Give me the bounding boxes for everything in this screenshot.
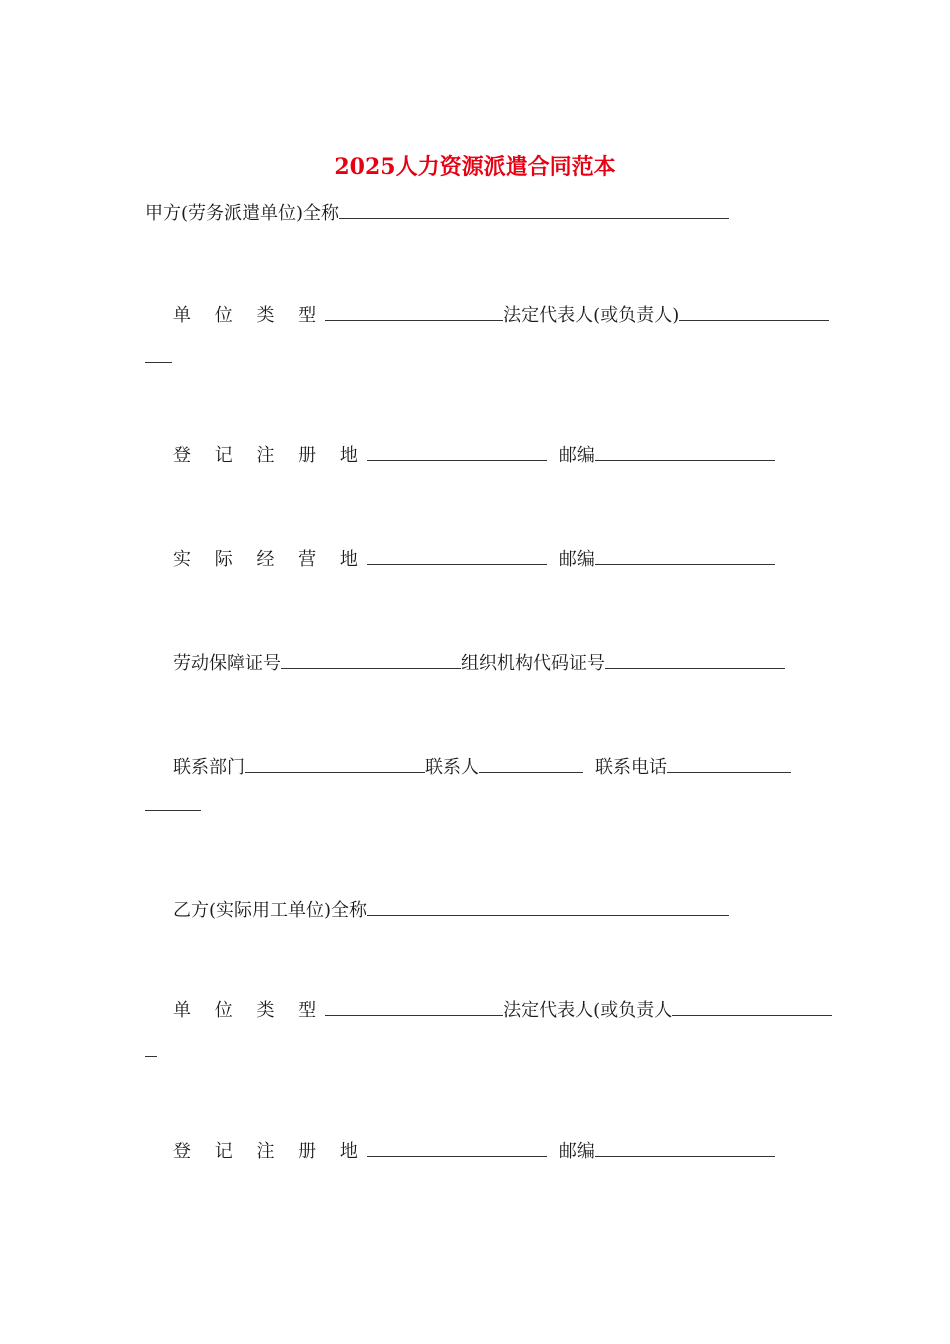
party-a-cert-row xyxy=(173,650,785,676)
party-a-org-code-field[interactable] xyxy=(605,650,785,669)
party-a-legal-rep-field[interactable] xyxy=(679,302,829,321)
party-a-phone-label: 联系电话 xyxy=(595,757,667,778)
party-b-name-field[interactable] xyxy=(367,897,729,916)
party-a-name-field[interactable] xyxy=(339,200,729,219)
party-a-postcode-field-2[interactable] xyxy=(595,546,775,565)
party-a-reg-place-row xyxy=(173,442,775,468)
party-b-unit-type-row xyxy=(173,997,832,1023)
party-a-phone-field[interactable] xyxy=(667,754,791,773)
party-a-biz-place-label: 实 际 经 营 地 xyxy=(173,549,367,570)
party-b-postcode-field[interactable] xyxy=(595,1138,775,1157)
party-b-reg-place-label: 登 记 注 册 地 xyxy=(173,1141,367,1162)
party-b-name-label: 乙方(实际用工单位)全称 xyxy=(173,900,368,921)
party-b-legal-rep-field[interactable] xyxy=(672,997,832,1016)
party-a-labor-cert-field[interactable] xyxy=(281,650,461,669)
party-a-name-label: 甲方(劳务派遣单位)全称 xyxy=(145,203,340,224)
party-a-dept-field[interactable] xyxy=(245,754,425,773)
party-a-contact-label: 联系人 xyxy=(425,757,479,778)
party-a-name-row xyxy=(145,200,729,226)
party-b-unit-type-field[interactable] xyxy=(325,997,503,1016)
party-a-postcode-label: 邮编 xyxy=(558,445,595,466)
party-b-name-row xyxy=(173,897,729,923)
party-a-legal-rep-label: 法定代表人(或负责人) xyxy=(503,305,680,326)
party-a-biz-place-field[interactable] xyxy=(367,546,547,565)
party-a-unit-type-field[interactable] xyxy=(325,302,503,321)
party-a-postcode-field[interactable] xyxy=(595,442,775,461)
party-b-legal-rep-field-wrap[interactable] xyxy=(145,1055,157,1057)
party-a-dept-label: 联系部门 xyxy=(173,757,245,778)
party-a-labor-cert-label: 劳动保障证号 xyxy=(173,653,281,674)
party-a-contact-row xyxy=(173,754,791,780)
party-b-legal-rep-label: 法定代表人(或负责人 xyxy=(503,1000,673,1021)
party-a-unit-type-label: 单 位 类 型 xyxy=(173,305,326,326)
party-a-reg-place-field[interactable] xyxy=(367,442,547,461)
party-a-reg-place-label: 登 记 注 册 地 xyxy=(173,445,367,466)
party-a-unit-type-row xyxy=(173,302,829,328)
party-b-reg-place-field[interactable] xyxy=(367,1138,547,1157)
party-a-postcode-label-2: 邮编 xyxy=(558,549,595,570)
party-a-legal-rep-field-wrap[interactable] xyxy=(145,361,172,363)
document-title: 2025人力资源派遣合同范本 xyxy=(334,154,616,180)
party-b-reg-place-row xyxy=(173,1138,775,1164)
party-a-biz-place-row xyxy=(173,546,775,572)
party-b-unit-type-label: 单 位 类 型 xyxy=(173,1000,326,1021)
party-b-postcode-label: 邮编 xyxy=(558,1141,595,1162)
party-a-contact-field[interactable] xyxy=(479,754,583,773)
party-a-org-code-label: 组织机构代码证号 xyxy=(461,653,605,674)
party-a-phone-field-wrap[interactable] xyxy=(145,809,201,811)
